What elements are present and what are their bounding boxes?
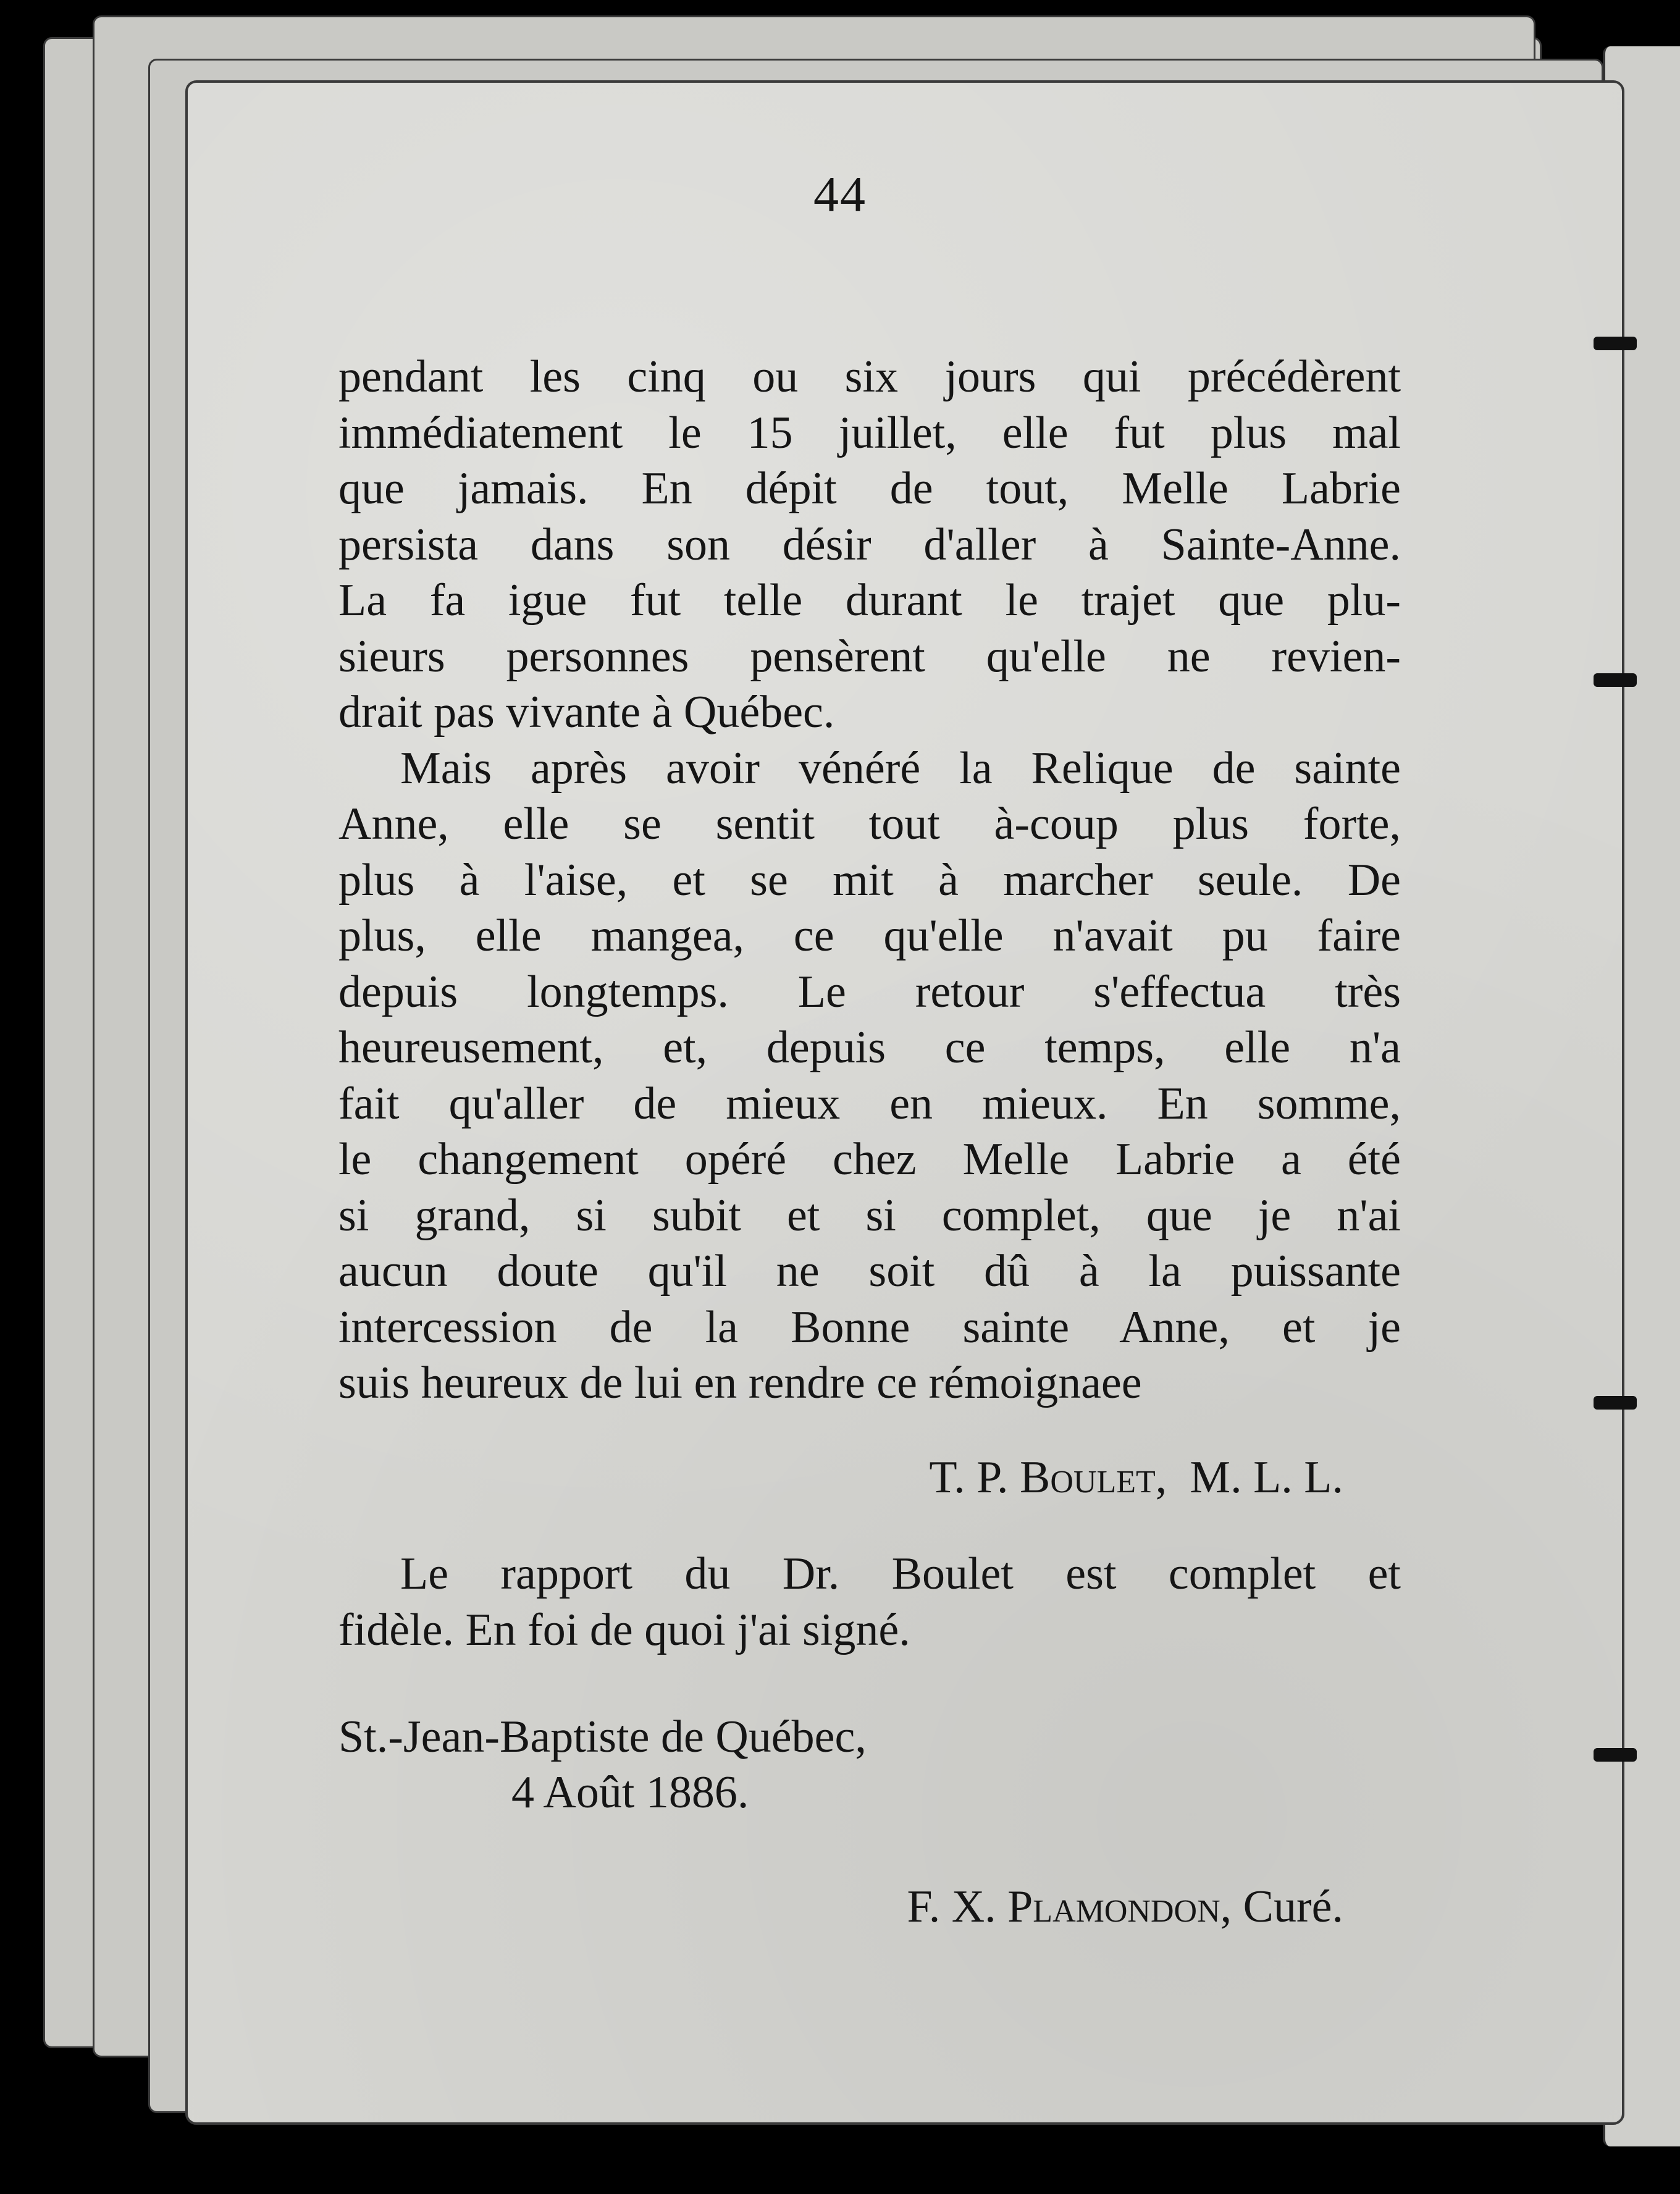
signature-plamondon	[907, 1881, 1343, 1933]
binding-mark	[1594, 337, 1637, 350]
text-line: plus à l'aise, et se mit à marcher seule. De	[338, 854, 1401, 906]
text-line: immédiatement le 15 juillet, elle fut plus mal	[338, 407, 1401, 458]
text-line: depuis longtemps. Le retour s'effectua très	[338, 966, 1401, 1017]
paragraph-1	[338, 349, 1401, 741]
text-line: Anne, elle se sentit tout à-coup plus forte,	[338, 799, 1401, 849]
text-line: La fa igue fut telle durant le trajet que plu-	[338, 575, 1401, 626]
text-line: Le rapport du Dr. Boulet est complet et	[400, 1549, 1401, 1599]
signature-title: M. L. L.	[1190, 1452, 1343, 1503]
body-text	[338, 349, 1401, 1411]
attestation-text	[338, 1546, 1401, 1658]
date-line: 4 Août 1886.	[511, 1767, 749, 1818]
text-line: persista dans son désir d'aller à Sainte-Anne.	[338, 519, 1401, 570]
binding-mark	[1594, 1396, 1637, 1410]
signature-initials: F. X.	[907, 1881, 996, 1932]
signature-boulet	[929, 1452, 1343, 1504]
text-line: le changement opéré chez Melle Labrie a été	[338, 1134, 1401, 1185]
text-line: aucun doute qu'il ne soit dû à la puissante	[338, 1246, 1401, 1297]
place-line: St.-Jean-Baptiste de Québec,	[338, 1712, 867, 1762]
text-line: Mais après avoir vénéré la Relique de sainte	[400, 742, 1401, 794]
text-line: drait pas vivante à Québec.	[338, 687, 835, 738]
page-number: 44	[813, 166, 867, 222]
text-line: sieurs personnes pensèrent qu'elle ne revien-	[338, 631, 1401, 682]
text-line: plus, elle mangea, ce qu'elle n'avait pu faire	[338, 910, 1401, 961]
text-line: suis heureux de lui en rendre ce rémoignaee	[338, 1358, 1142, 1408]
signature-surname: Boulet,	[1020, 1452, 1167, 1503]
signature-surname: Plamondon,	[1007, 1881, 1232, 1932]
text-line: heureusement, et, depuis ce temps, elle n'a	[338, 1022, 1401, 1073]
binding-mark	[1594, 1748, 1637, 1762]
text-line: fidèle. En foi de quoi j'ai signé.	[338, 1604, 910, 1655]
text-line: que jamais. En dépit de tout, Melle Labrie	[338, 463, 1401, 514]
signature-title: Curé.	[1243, 1881, 1343, 1932]
binding-mark	[1594, 673, 1637, 687]
text-line: si grand, si subit et si complet, que je n'ai	[338, 1190, 1401, 1241]
signature-initials: T. P.	[929, 1452, 1009, 1503]
text-line: intercession de la Bonne sainte Anne, et je	[338, 1301, 1401, 1353]
text-line: pendant les cinq ou six jours qui précédèrent	[338, 351, 1401, 402]
paragraph-2	[338, 741, 1401, 1411]
text-line: fait qu'aller de mieux en mieux. En somme,	[338, 1078, 1401, 1129]
